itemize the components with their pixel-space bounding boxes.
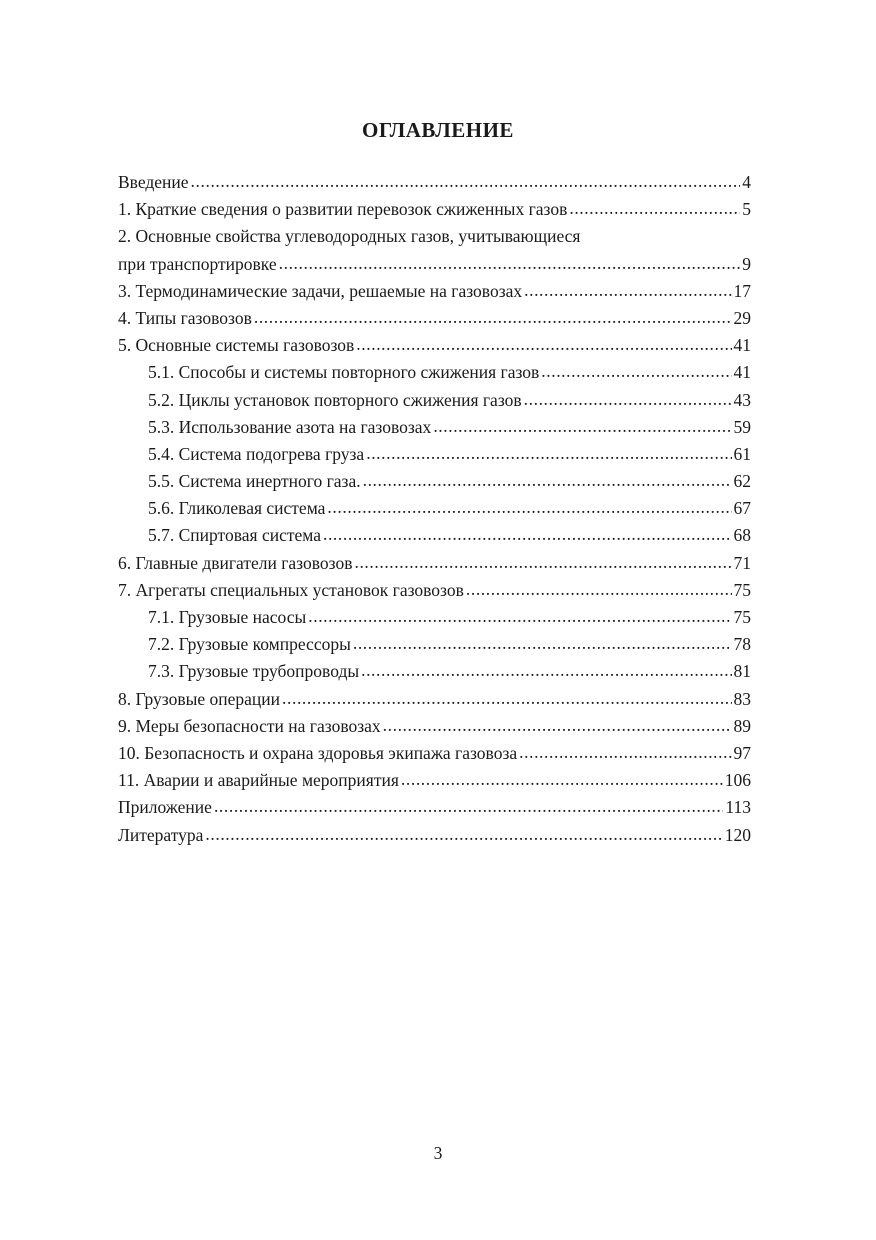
toc-entry-page: 89 <box>733 715 751 736</box>
toc-entry-title: 1. Краткие сведения о развитии перевозок сжиженных газов <box>118 199 568 220</box>
toc-entry-section-5-4[interactable] <box>118 441 751 468</box>
dot-leader <box>356 331 731 358</box>
toc-entry-page: 97 <box>733 742 751 763</box>
toc-entry-title: 9. Меры безопасности на газовозах <box>118 715 381 736</box>
toc-entry-title: при транспортировке <box>118 253 277 274</box>
page-title: ОГЛАВЛЕНИЕ <box>362 118 514 142</box>
dot-leader <box>383 712 732 739</box>
toc-entry-chapter-8[interactable] <box>118 686 751 713</box>
toc-entry-appendix[interactable] <box>118 794 751 821</box>
dot-leader <box>363 467 732 494</box>
toc-entry-chapter-2[interactable] <box>118 251 751 278</box>
dot-leader <box>366 440 731 467</box>
dot-leader <box>323 521 732 548</box>
toc-entry-section-7-1[interactable] <box>118 604 751 631</box>
toc-entry-title: 4. Типы газовозов <box>118 307 252 328</box>
dot-leader <box>433 413 731 440</box>
toc-entry-page: 120 <box>724 824 751 845</box>
dot-leader <box>327 494 731 521</box>
toc-entry-title: 7.2. Грузовые компрессоры <box>148 634 351 655</box>
dot-leader <box>524 277 731 304</box>
toc-entry-section-5-6[interactable] <box>118 495 751 522</box>
toc-entry-page: 43 <box>733 389 751 410</box>
toc-entry-chapter-3[interactable] <box>118 278 751 305</box>
toc-entry-page: 113 <box>725 797 751 818</box>
toc-entry-title: 5.6. Гликолевая система <box>148 498 326 519</box>
toc-entry-title: 5.3. Использование азота на газовозах <box>148 416 432 437</box>
dot-leader <box>401 766 723 793</box>
dot-leader <box>308 603 731 630</box>
table-of-contents <box>118 169 751 849</box>
toc-entry-page: 83 <box>733 688 751 709</box>
dot-leader <box>353 630 732 657</box>
dot-leader <box>541 358 731 385</box>
dot-leader <box>205 821 722 848</box>
dot-leader <box>191 168 741 195</box>
toc-entry-title: 7.3. Грузовые трубопроводы <box>148 661 360 682</box>
toc-entry-chapter-11[interactable] <box>118 767 751 794</box>
dot-leader <box>354 549 731 576</box>
toc-entry-page: 9 <box>742 253 751 274</box>
toc-entry-title: 5.7. Спиртовая система <box>148 525 321 546</box>
dot-leader <box>254 304 732 331</box>
toc-entry-title: 3. Термодинамические задачи, решаемые на газовозах <box>118 280 523 301</box>
toc-entry-title: 5.2. Циклы установок повторного сжижения газов <box>148 389 522 410</box>
toc-entry-chapter-6[interactable] <box>118 550 751 577</box>
toc-entry-introduction[interactable] <box>118 169 751 196</box>
toc-entry-page: 59 <box>733 416 751 437</box>
toc-entry-page: 5 <box>742 199 751 220</box>
toc-entry-title: Приложение <box>118 797 212 818</box>
toc-entry-title: 11. Аварии и аварийные мероприятия <box>118 770 399 791</box>
toc-entry-literature[interactable] <box>118 822 751 849</box>
toc-entry-section-5-3[interactable] <box>118 414 751 441</box>
toc-entry-page: 17 <box>733 280 751 301</box>
dot-leader <box>569 195 740 222</box>
dot-leader <box>282 685 731 712</box>
toc-entry-page: 81 <box>733 661 751 682</box>
toc-entry-chapter-9[interactable] <box>118 713 751 740</box>
toc-entry-page: 75 <box>733 579 751 600</box>
toc-entry-chapter-5[interactable] <box>118 332 751 359</box>
dot-leader <box>519 739 731 766</box>
toc-entry-chapter-1[interactable] <box>118 196 751 223</box>
toc-entry-section-5-5[interactable] <box>118 468 751 495</box>
toc-entry-chapter-10[interactable] <box>118 740 751 767</box>
toc-entry-section-5-2[interactable] <box>118 387 751 414</box>
toc-entry-title: Введение <box>118 172 189 192</box>
page-number: 3 <box>433 1143 443 1163</box>
toc-entry-title: Литература <box>118 824 204 845</box>
toc-entry-section-7-2[interactable] <box>118 631 751 658</box>
dot-leader <box>466 576 732 603</box>
toc-entry-page: 78 <box>733 634 751 655</box>
toc-entry-page: 62 <box>733 471 751 492</box>
toc-entry-page: 75 <box>733 607 751 627</box>
toc-entry-title: 8. Грузовые операции <box>118 688 281 709</box>
toc-entry-title: 5.4. Система подогрева груза <box>148 443 365 464</box>
dot-leader <box>524 386 732 413</box>
toc-entry-title: 5. Основные системы газовозов <box>118 335 355 356</box>
toc-entry-section-7-3[interactable] <box>118 658 751 685</box>
toc-entry-page: 41 <box>733 362 751 383</box>
toc-entry-chapter-2-line-1[interactable]: 2. Основные свойства углеводородных газов, учитывающиеся <box>118 226 581 247</box>
toc-entry-chapter-7[interactable] <box>118 577 751 604</box>
toc-entry-section-5-7[interactable] <box>118 522 751 549</box>
toc-entry-page: 4 <box>742 172 751 192</box>
dot-leader <box>279 250 741 277</box>
toc-entry-page: 68 <box>733 525 751 546</box>
toc-entry-title: 7.1. Грузовые насосы <box>148 607 307 627</box>
dot-leader <box>214 793 723 820</box>
toc-entry-chapter-4[interactable] <box>118 305 751 332</box>
toc-entry-page: 71 <box>733 552 751 573</box>
toc-entry-page: 61 <box>733 443 751 464</box>
dot-leader <box>361 657 731 684</box>
toc-entry-page: 41 <box>733 335 751 356</box>
toc-entry-title: 5.5. Система инертного газа. <box>148 471 361 492</box>
toc-entry-title: 7. Агрегаты специальных установок газовозов <box>118 579 464 600</box>
toc-entry-section-5-1[interactable] <box>118 359 751 386</box>
toc-entry-page: 67 <box>733 498 751 519</box>
toc-entry-title: 10. Безопасность и охрана здоровья экипажа газовоза <box>118 742 518 763</box>
toc-entry-title: 5.1. Способы и системы повторного сжижения газов <box>148 362 540 383</box>
toc-entry-page: 29 <box>733 307 751 328</box>
toc-entry-title: 6. Главные двигатели газовозов <box>118 552 353 573</box>
toc-entry-page: 106 <box>724 770 751 791</box>
